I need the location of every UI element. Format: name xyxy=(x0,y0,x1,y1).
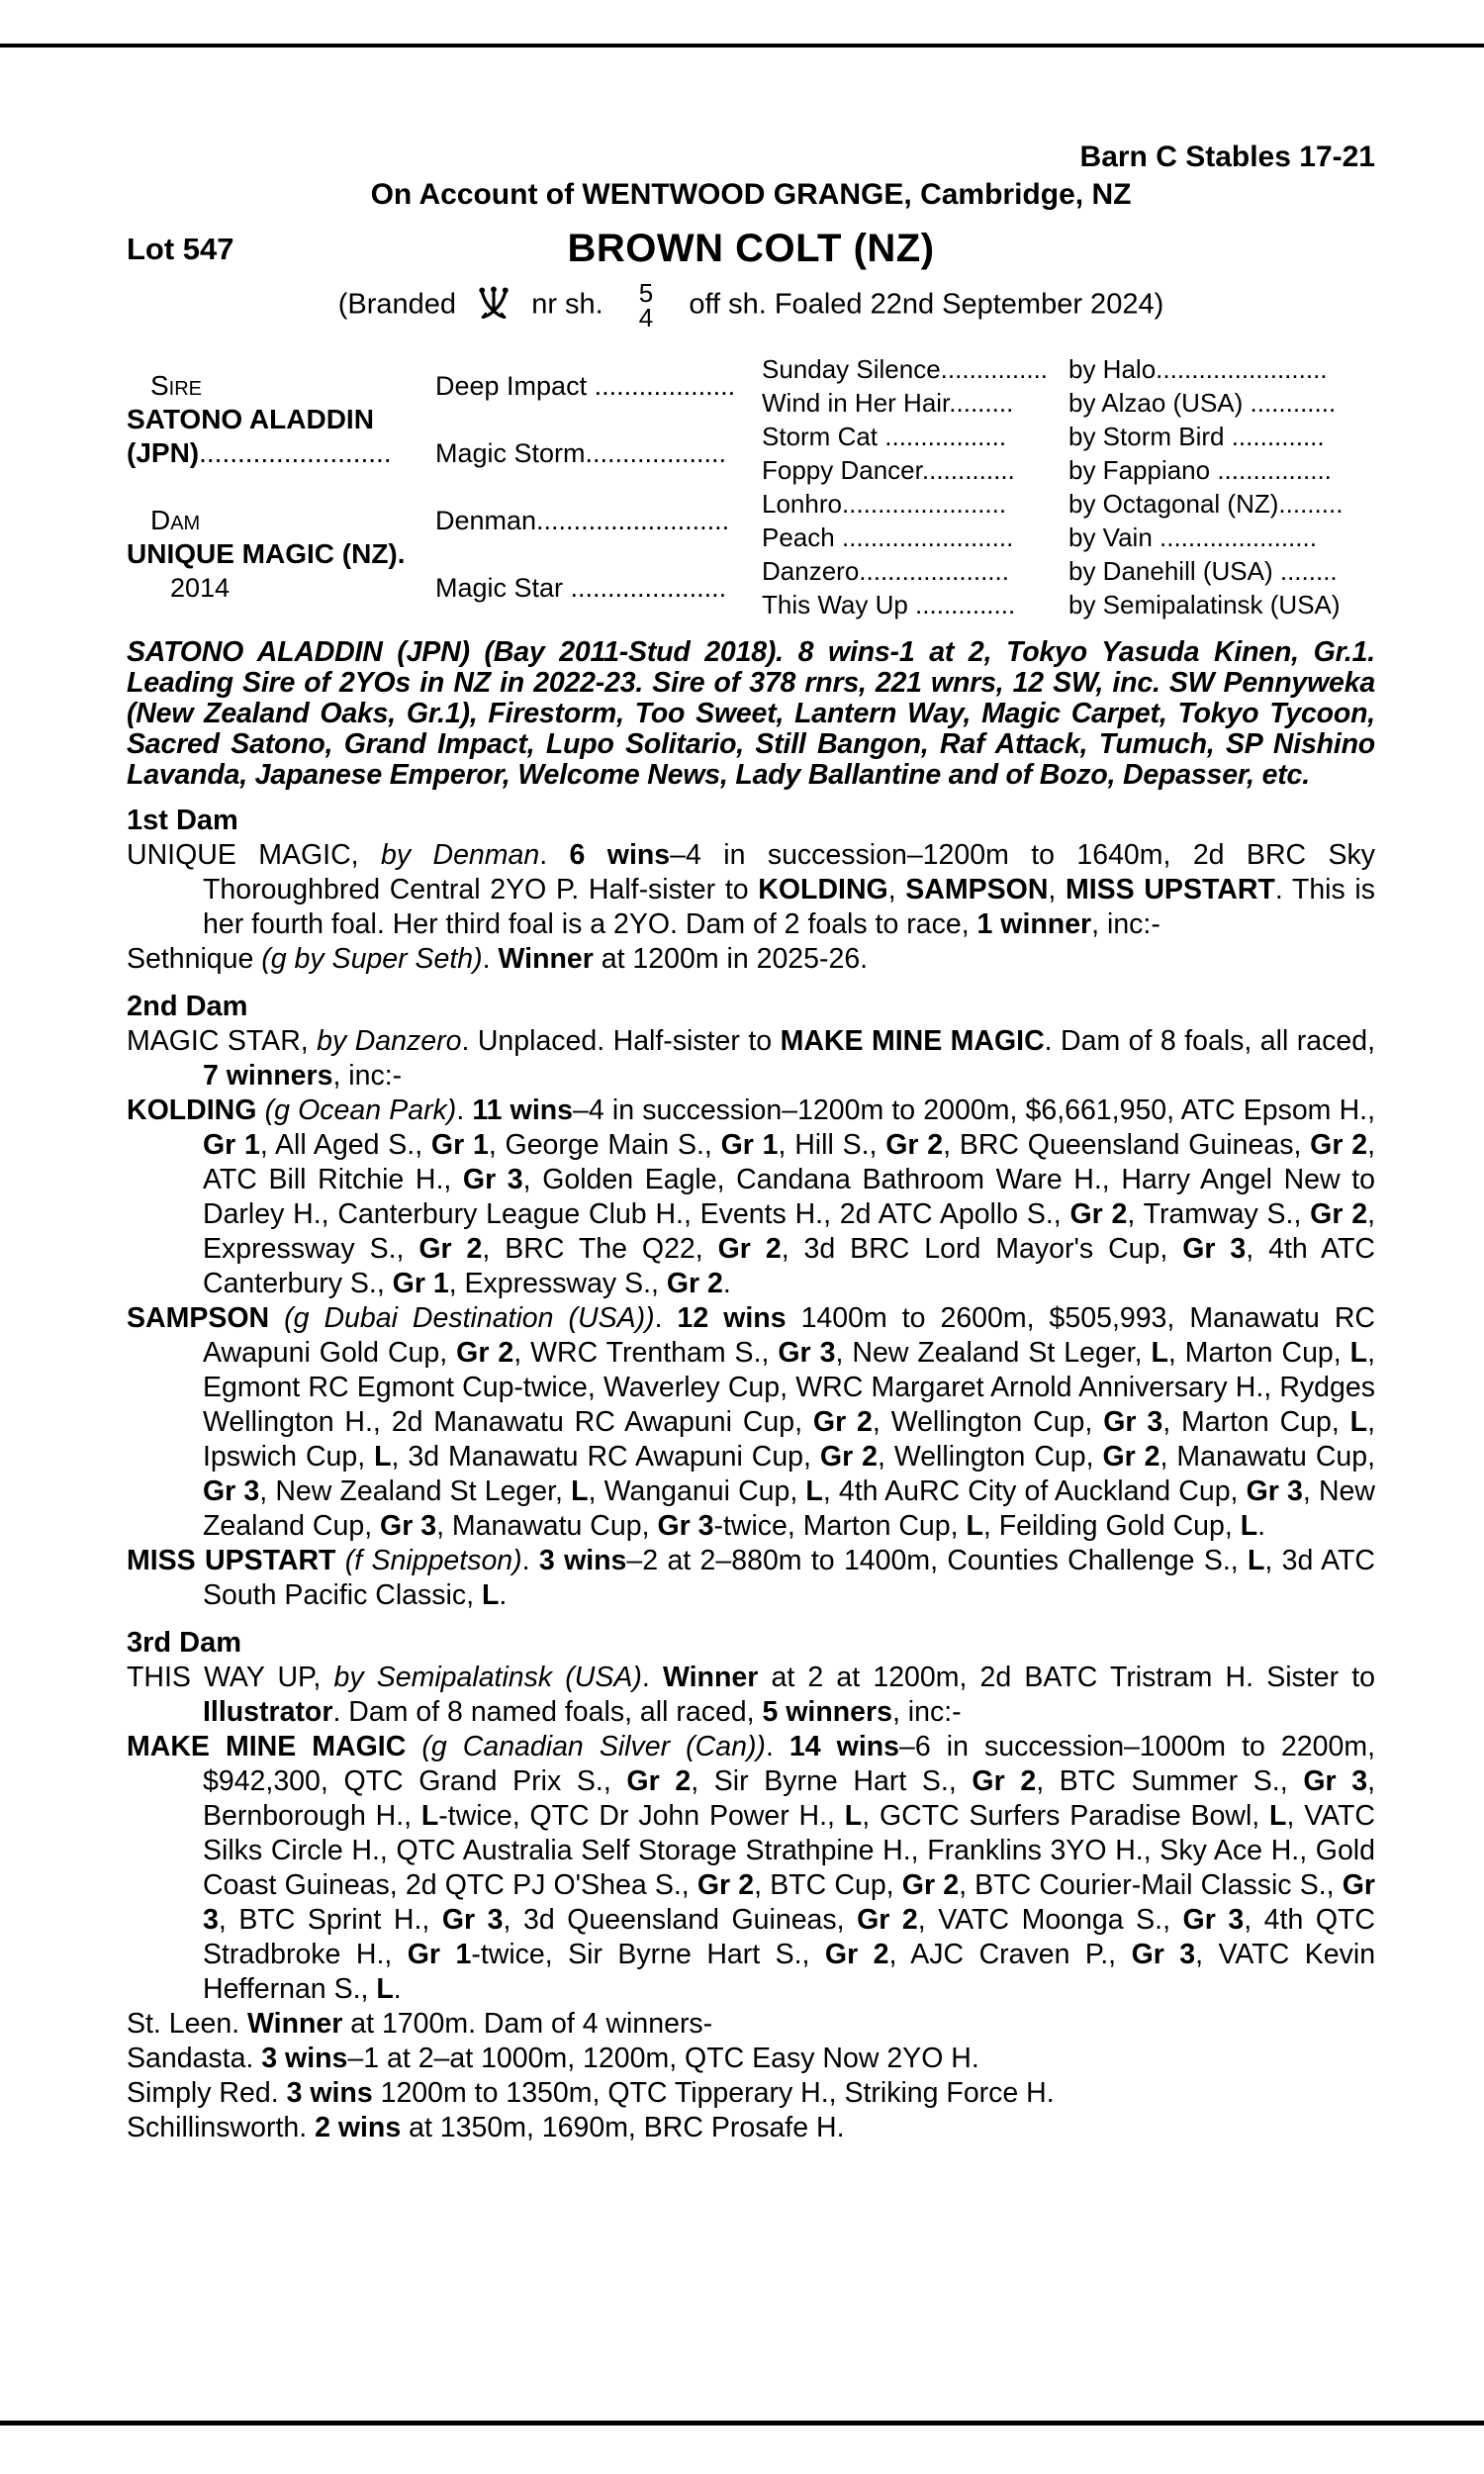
text-segment: Winner xyxy=(498,943,594,975)
text-segment: , Sir Byrne Hart S., xyxy=(691,1765,973,1797)
page-content xyxy=(127,48,1375,2145)
gen3-name: Wind in Her Hair......... xyxy=(762,387,1014,418)
gen4-by: by Octagonal (NZ)......... xyxy=(1068,488,1344,519)
text-segment: , VATC Moonga S., xyxy=(917,1904,1183,1936)
text-segment: . xyxy=(456,1094,473,1126)
text-segment: , Tramway S., xyxy=(1127,1198,1311,1230)
text-segment: , Manawatu Cup, xyxy=(1159,1441,1376,1473)
text-segment: . This is her fourth foal. Her third foal is a 2YO. Dam of 2 foals to race, xyxy=(203,874,1375,940)
text-segment: L xyxy=(571,1475,589,1507)
text-segment: Gr 3 xyxy=(1131,1939,1196,1970)
text-segment: Gr 2 xyxy=(696,1869,755,1901)
sire-name-paren: (JPN)......................... xyxy=(127,437,392,468)
text-segment: . xyxy=(1257,1510,1266,1542)
pedigree-paragraph xyxy=(127,2111,1375,2145)
text-segment: Gr 2 xyxy=(972,1765,1037,1797)
text-segment: Gr 2 xyxy=(885,1129,944,1161)
text-segment: Winner xyxy=(247,2008,343,2040)
text-segment: , BTC Courier-Mail Classic S., xyxy=(959,1869,1343,1901)
text-segment: L xyxy=(1240,1510,1258,1542)
text-segment: UNIQUE MAGIC, xyxy=(127,839,381,871)
text-segment: 12 wins xyxy=(677,1302,787,1334)
text-segment: , 4th QTC Stradbroke H., xyxy=(203,1904,1375,1970)
text-segment: . xyxy=(765,1731,789,1762)
text-segment: Gr 2 xyxy=(819,1441,878,1473)
text-segment: , inc:- xyxy=(332,1060,403,1092)
pedigree-paragraph xyxy=(127,1301,1375,1544)
text-segment: L xyxy=(374,1441,392,1473)
sire-cell xyxy=(127,352,435,487)
branded-suffix: off sh. Foaled 22nd September 2024) xyxy=(689,288,1164,321)
text-segment: Simply Red. xyxy=(127,2077,287,2109)
text-segment: L xyxy=(1269,1800,1287,1832)
gen3-name: Peach ........................ xyxy=(762,522,1014,552)
dam-year: 2014 xyxy=(170,573,231,603)
text-segment: Gr 2 xyxy=(666,1268,723,1299)
text-segment: (g by Super Seth) xyxy=(261,943,483,975)
text-segment: -twice, QTC Dr John Power H., xyxy=(438,1800,845,1832)
text-segment: Gr 1 xyxy=(203,1129,260,1161)
text-segment: Gr 2 xyxy=(1310,1129,1368,1161)
text-segment: Sethnique xyxy=(127,943,262,975)
gen4-by: by Fappiano ................ xyxy=(1068,454,1332,485)
text-segment: Gr 2 xyxy=(857,1904,918,1936)
text-segment: . xyxy=(393,1973,402,2005)
branded-prefix: (Branded xyxy=(337,288,457,321)
text-segment: L xyxy=(420,1800,439,1832)
dam-name: UNIQUE MAGIC (NZ). xyxy=(127,538,406,569)
text-segment: 11 wins xyxy=(472,1094,574,1126)
pedigree-paragraph xyxy=(127,2007,1375,2042)
text-segment: L xyxy=(1247,1545,1265,1576)
text-segment: , 3d Queensland Guineas, xyxy=(503,1904,858,1936)
text-segment: Gr 3 xyxy=(1103,1406,1163,1438)
gen3-name: Sunday Silence............... xyxy=(762,353,1049,384)
text-segment: Gr 2 xyxy=(901,1869,960,1901)
bottom-rule xyxy=(0,2421,1484,2426)
gen4-by: by Storm Bird ............. xyxy=(1068,421,1325,451)
dam-sections xyxy=(127,804,1375,2145)
text-segment: 5 winners xyxy=(762,1696,892,1728)
text-segment: (g Ocean Park) xyxy=(264,1094,457,1126)
pedigree-table xyxy=(127,352,1375,621)
lot-number: Lot 547 xyxy=(127,232,234,266)
text-segment: , VATC Silks Circle H., QTC Australia Self Storage Strathpine H., Franklins 3YO H., Sky Ace H., Gold Coast Guineas, 2d QTC PJ O'Shea S., xyxy=(203,1800,1375,1901)
text-segment: , ATC Bill Ritchie H., xyxy=(203,1129,1375,1195)
text-segment: , Golden Eagle, Candana Bathroom Ware H., Harry Angel New to Darley H., Canterbury League Club H., Events H., 2d ATC Apollo S., xyxy=(203,1164,1375,1230)
gen4-by: by Alzao (USA) ............ xyxy=(1068,387,1337,418)
text-segment: . xyxy=(539,839,570,871)
text-segment: 14 wins xyxy=(788,1731,900,1762)
text-segment: Gr 3 xyxy=(441,1904,504,1936)
pedigree-paragraph xyxy=(127,1094,1375,1301)
text-segment: Gr 1 xyxy=(392,1268,449,1299)
text-segment: KOLDING xyxy=(758,874,888,905)
text-segment: Gr 3 xyxy=(1182,1904,1245,1936)
text-segment: , New Zealand St Leger, xyxy=(259,1475,572,1507)
text-segment: , AJC Craven P., xyxy=(888,1939,1132,1970)
text-segment: Gr 3 xyxy=(778,1337,836,1369)
text-segment: L xyxy=(1151,1337,1168,1369)
text-segment: KOLDING xyxy=(127,1094,265,1126)
text-segment: L xyxy=(844,1800,863,1832)
text-segment: , xyxy=(887,874,906,905)
text-segment: MAKE MINE MAGIC xyxy=(780,1025,1045,1057)
text-segment: Gr 3 xyxy=(462,1164,523,1195)
gen4-by: by Vain ...................... xyxy=(1068,522,1317,552)
brand-number xyxy=(638,278,654,333)
gen3-name: Danzero..................... xyxy=(762,555,1009,586)
text-segment: , Wellington Cup, xyxy=(872,1406,1104,1438)
text-segment: –4 in succession–1200m to 2000m, $6,661,950, ATC Epsom H., xyxy=(573,1094,1375,1126)
dam-section-heading: 3rd Dam xyxy=(127,1627,242,1659)
text-segment: . Dam of 8 named foals, all raced, xyxy=(332,1696,763,1728)
text-segment: Gr 2 xyxy=(812,1406,873,1438)
text-segment: , VATC Kevin Heffernan S., xyxy=(203,1939,1376,2005)
text-segment: . xyxy=(722,1268,731,1299)
gen3-name: This Way Up .............. xyxy=(762,589,1016,619)
text-segment: , GCTC Surfers Paradise Bowl, xyxy=(862,1800,1270,1832)
pedigree-paragraph xyxy=(127,838,1375,942)
text-segment: , All Aged S., xyxy=(259,1129,431,1161)
text-segment: L xyxy=(1349,1337,1368,1369)
text-segment: (f Snippetson) xyxy=(344,1545,522,1576)
gen2-dam-dam: Magic Star ..................... xyxy=(435,573,727,603)
text-segment: L xyxy=(376,1973,394,2005)
text-segment: . xyxy=(641,1662,663,1693)
sire-summary-paragraph xyxy=(127,637,1375,791)
text-segment: at 1200m in 2025-26. xyxy=(593,943,869,975)
text-segment: , Expressway S., xyxy=(203,1198,1375,1265)
text-segment: MISS UPSTART xyxy=(1066,874,1275,905)
text-segment: at 2 at 1200m, 2d BATC Tristram H. Sister to xyxy=(758,1662,1375,1693)
text-segment: , BTC Cup, xyxy=(754,1869,902,1901)
text-segment: 6 wins xyxy=(569,839,671,871)
text-segment: –2 at 2–880m to 1400m, Counties Challenge S., xyxy=(626,1545,1248,1576)
text-segment: SATONO ALADDIN (JPN) (Bay 2011-Stud 2018). 8 wins-1 at 2, Tokyo Yasuda Kinen, Gr.1. Leading Sire of 2YOs in NZ in 2022-23. Sire of 378 rnrs, 221 wnrs, 12 SW, inc. SW Pennyweka (New Zealand Oaks, Gr.1), Firestorm, Too Sweet, Lantern Way, Magic Carpet, Tokyo Tycoon, Sacred Satono, Grand Impact, Lupo Solitario, Still Bangon, Raf Attack, Tumuch, SP Nishino Lavanda, Japanese Emperor, Welcome News, Lady Ballantine and of Bozo, Depasser, etc. xyxy=(127,636,1375,791)
text-segment: Gr 3 xyxy=(1182,1233,1247,1265)
text-segment: Gr 1 xyxy=(720,1129,779,1161)
text-segment: , Egmont RC Egmont Cup-twice, Waverley Cup, WRC Margaret Arnold Anniversary H., Rydges Wellington H., 2d Manawatu RC Awapuni Cup, xyxy=(203,1337,1376,1438)
text-segment: 1200m to 1350m, QTC Tipperary H., Striking Force H. xyxy=(372,2077,1055,2109)
brand-number-top: 5 xyxy=(638,278,654,308)
text-segment: , Expressway S., xyxy=(448,1268,667,1299)
text-segment: at 1700m. Dam of 4 winners- xyxy=(342,2008,713,2040)
pedigree-paragraph xyxy=(127,1661,1375,1730)
text-segment: MISS UPSTART xyxy=(127,1545,345,1576)
sire-name: SATONO ALADDIN xyxy=(127,404,374,434)
gen2-sire-dam: Magic Storm................... xyxy=(435,438,727,468)
text-segment: Sandasta. xyxy=(127,2043,262,2074)
gen3-name: Foppy Dancer............. xyxy=(762,454,1015,485)
text-segment: -twice, Sir Byrne Hart S., xyxy=(471,1939,825,1970)
text-segment: , Manawatu Cup, xyxy=(436,1510,658,1542)
text-segment: Gr 2 xyxy=(626,1765,692,1797)
branded-near-shoulder: nr sh. xyxy=(531,288,603,321)
text-segment: Gr 1 xyxy=(407,1939,472,1970)
text-segment: , Wanganui Cup, xyxy=(588,1475,806,1507)
pedigree-paragraph xyxy=(127,2076,1375,2111)
sire-label: Sire xyxy=(150,370,203,401)
pedigree-paragraph xyxy=(127,1544,1375,1613)
text-segment: (g Dubai Destination (USA)) xyxy=(284,1302,655,1334)
text-segment: Gr 2 xyxy=(418,1233,483,1265)
text-segment: by Denman xyxy=(380,839,540,871)
pedigree-paragraph xyxy=(127,2042,1375,2076)
text-segment: Gr 3 xyxy=(657,1510,714,1542)
text-segment: Gr 2 xyxy=(1102,1441,1160,1473)
pedigree-paragraph xyxy=(127,942,1375,977)
text-segment: 7 winners xyxy=(203,1060,333,1092)
text-segment: 2 wins xyxy=(315,2112,402,2143)
text-segment: , WRC Trentham S., xyxy=(513,1337,779,1369)
branded-line xyxy=(127,278,1375,333)
text-segment: L xyxy=(966,1510,983,1542)
dam-cell xyxy=(127,487,435,621)
text-segment: -twice, Marton Cup, xyxy=(713,1510,967,1542)
pedigree-paragraph xyxy=(127,1024,1375,1094)
text-segment: SAMPSON xyxy=(127,1302,285,1334)
text-segment: , Marton Cup, xyxy=(1167,1337,1350,1369)
text-segment: , BTC Sprint H., xyxy=(218,1904,442,1936)
brand-mark-icon xyxy=(474,284,513,322)
text-segment: , New Zealand St Leger, xyxy=(835,1337,1152,1369)
page-title: BROWN COLT (NZ) xyxy=(567,227,935,270)
gen2-dam-sire: Denman.......................... xyxy=(435,506,730,535)
text-segment: 3 wins xyxy=(538,1545,627,1576)
text-segment: , Bernborough H., xyxy=(203,1765,1376,1832)
text-segment: Gr 2 xyxy=(717,1233,782,1265)
lot-title-row xyxy=(127,224,1375,275)
text-segment: , Ipswich Cup, xyxy=(203,1406,1376,1473)
text-segment: , BRC The Q22, xyxy=(482,1233,718,1265)
gen2-sire-sire: Deep Impact ................... xyxy=(435,371,736,401)
text-segment: Gr 2 xyxy=(1069,1198,1128,1230)
text-segment: , New Zealand Cup, xyxy=(203,1475,1375,1542)
text-segment: St. Leen. xyxy=(127,2008,248,2040)
text-segment: , Feilding Gold Cup, xyxy=(982,1510,1241,1542)
text-segment: L xyxy=(805,1475,823,1507)
text-segment: –6 in succession–1000m to 2200m, $942,300, QTC Grand Prix S., xyxy=(203,1731,1375,1797)
text-segment: L xyxy=(481,1579,500,1611)
gen3-name: Storm Cat ................. xyxy=(762,421,1007,451)
brand-number-bottom: 4 xyxy=(638,303,654,333)
text-segment: 3 wins xyxy=(261,2043,348,2074)
vendor-account-line: On Account of WENTWOOD GRANGE, Cambridge, NZ xyxy=(370,178,1132,211)
text-segment: (g Canadian Silver (Can)) xyxy=(421,1731,766,1762)
text-segment: –1 at 2–at 1000m, 1200m, QTC Easy Now 2YO H. xyxy=(347,2043,979,2074)
text-segment: , Marton Cup, xyxy=(1162,1406,1350,1438)
dam-section-heading: 2nd Dam xyxy=(127,991,248,1022)
text-segment: , 3d ATC South Pacific Classic, xyxy=(203,1545,1375,1611)
text-segment: Schillinsworth. xyxy=(127,2112,316,2143)
text-segment: , 4th ATC Canterbury S., xyxy=(203,1233,1375,1299)
text-segment: Winner xyxy=(662,1662,759,1693)
text-segment: , inc:- xyxy=(891,1696,962,1728)
text-segment: , Wellington Cup, xyxy=(877,1441,1103,1473)
text-segment: Gr 1 xyxy=(430,1129,489,1161)
text-segment: Gr 3 xyxy=(1246,1475,1303,1507)
text-segment: , Hill S., xyxy=(778,1129,886,1161)
text-segment: SAMPSON xyxy=(905,874,1049,905)
text-segment: , BRC Queensland Guineas, xyxy=(943,1129,1311,1161)
text-segment: THIS WAY UP, xyxy=(127,1662,334,1693)
text-segment: , 3d BRC Lord Mayor's Cup, xyxy=(781,1233,1183,1265)
text-segment: Gr 3 xyxy=(1303,1765,1368,1797)
text-segment: Gr 2 xyxy=(456,1337,514,1369)
text-segment: . xyxy=(499,1579,508,1611)
text-segment: , inc:- xyxy=(1091,908,1160,940)
text-segment: Gr 3 xyxy=(203,1475,260,1507)
text-segment: at 1350m, 1690m, BRC Prosafe H. xyxy=(401,2112,845,2143)
text-segment: Gr 2 xyxy=(824,1939,889,1970)
text-segment: Illustrator xyxy=(203,1696,333,1728)
text-segment: 1 winner xyxy=(976,908,1092,940)
text-segment: . Unplaced. Half-sister to xyxy=(461,1025,781,1057)
text-segment: , BTC Summer S., xyxy=(1036,1765,1304,1797)
text-segment: Gr 3 xyxy=(380,1510,437,1542)
text-segment: , xyxy=(1048,874,1066,905)
text-segment: . xyxy=(654,1302,678,1334)
text-segment: MAKE MINE MAGIC xyxy=(127,1731,422,1762)
text-segment: by Danzero xyxy=(317,1025,462,1057)
text-segment: . xyxy=(521,1545,539,1576)
text-segment: 1400m to 2600m, $505,993, Manawatu RC Awapuni Gold Cup, xyxy=(203,1302,1375,1369)
text-segment: , 4th AuRC City of Auckland Cup, xyxy=(822,1475,1247,1507)
text-segment: MAGIC STAR, xyxy=(127,1025,318,1057)
text-segment: 3 wins xyxy=(286,2077,373,2109)
gen3-name: Lonhro....................... xyxy=(762,488,1007,519)
gen4-by: by Danehill (USA) ........ xyxy=(1068,555,1338,586)
text-segment: , 3d Manawatu RC Awapuni Cup, xyxy=(391,1441,820,1473)
text-segment: by Semipalatinsk (USA) xyxy=(333,1662,642,1693)
gen4-by: by Semipalatinsk (USA) xyxy=(1068,589,1341,619)
text-segment: . Dam of 8 foals, all raced, xyxy=(1044,1025,1375,1057)
text-segment: –4 in succession–1200m to 1640m, 2d BRC Sky Thoroughbred Central 2YO P. Half-sister to xyxy=(203,839,1376,905)
text-segment: Gr 3 xyxy=(203,1869,1375,1936)
text-segment: Gr 2 xyxy=(1310,1198,1368,1230)
barn-stables-line: Barn C Stables 17-21 xyxy=(1079,141,1375,173)
text-segment: , George Main S., xyxy=(488,1129,721,1161)
pedigree-paragraph xyxy=(127,1730,1375,2007)
dam-section-heading: 1st Dam xyxy=(127,805,238,836)
gen4-by: by Halo........................ xyxy=(1068,353,1328,384)
text-segment: L xyxy=(1349,1406,1368,1438)
text-segment: . xyxy=(482,943,499,975)
dam-label: Dam xyxy=(150,505,201,535)
